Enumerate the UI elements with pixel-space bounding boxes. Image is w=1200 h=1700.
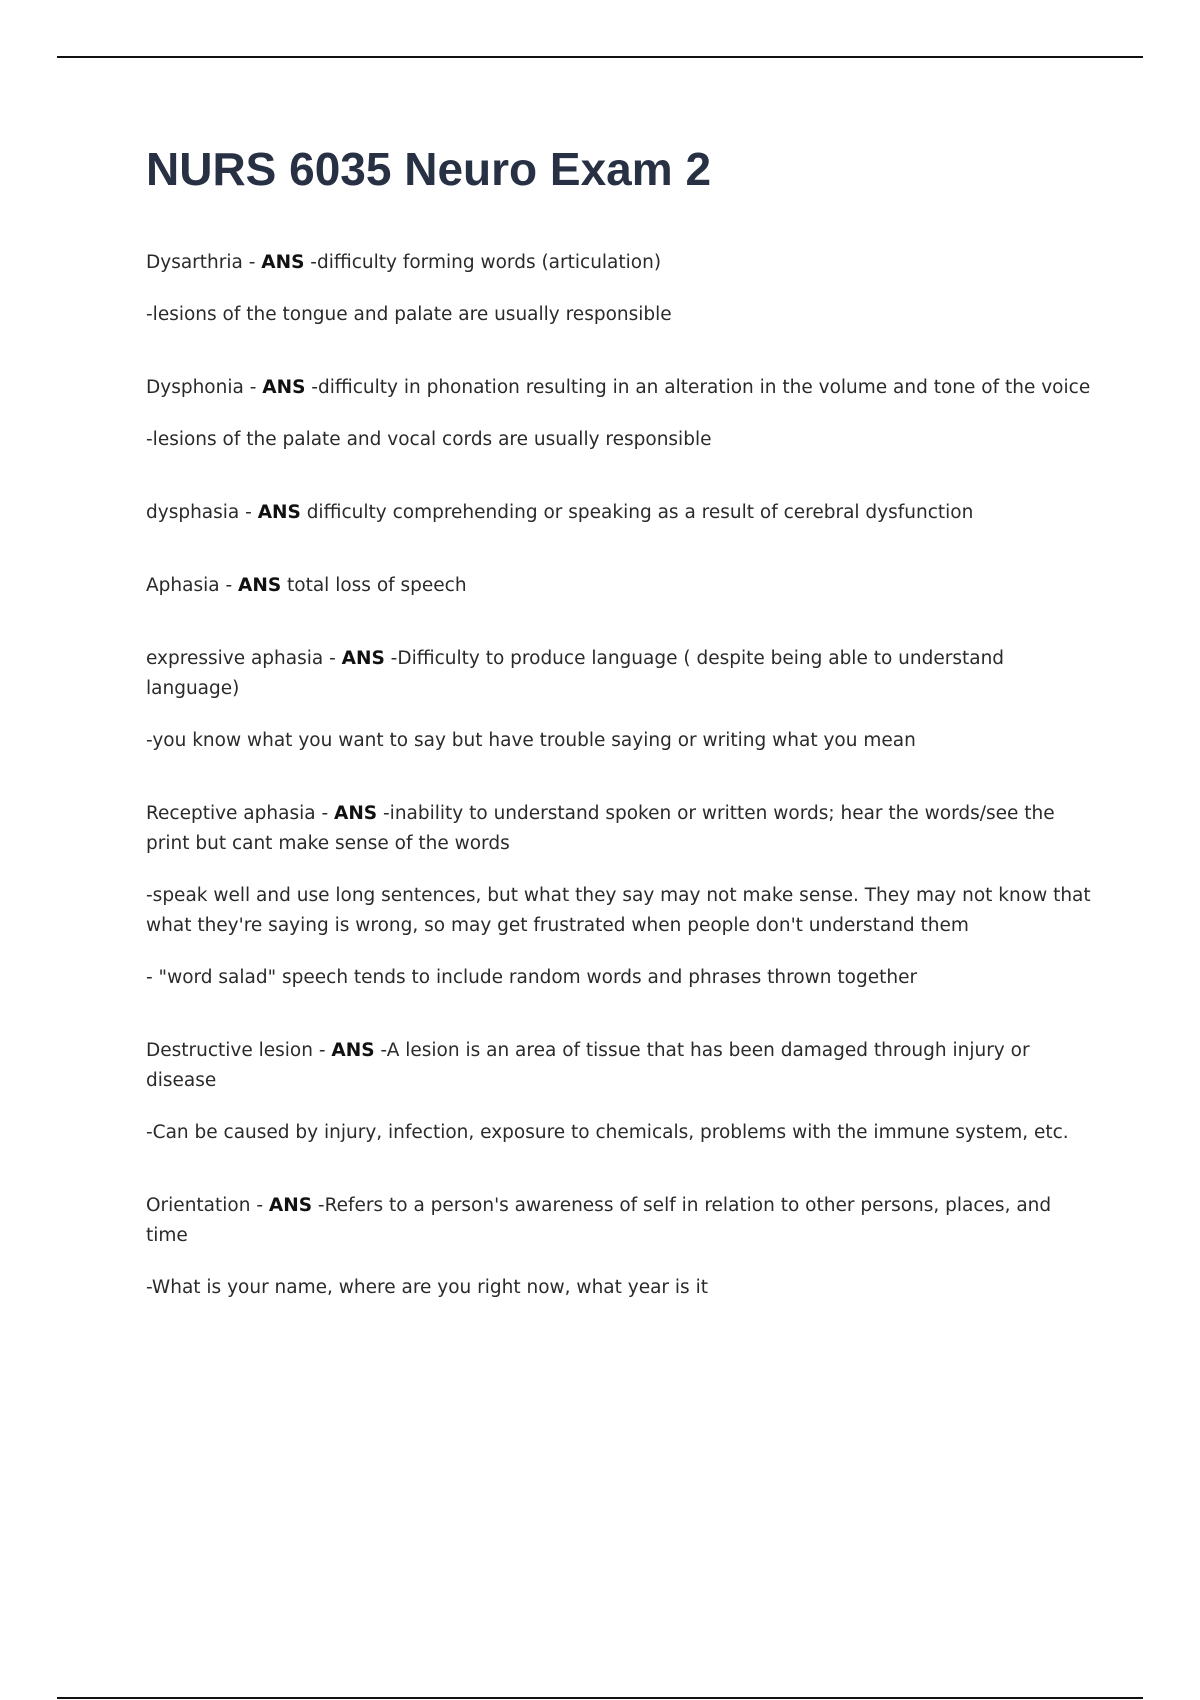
flashcard-entry	[146, 799, 1096, 993]
term-line	[146, 1036, 1096, 1096]
term-separator: -	[239, 502, 258, 523]
term: expressive aphasia	[146, 648, 324, 669]
definition: -difficulty in phonation resulting in an alteration in the volume and tone of the voice	[305, 377, 1091, 398]
term-separator: -	[219, 575, 239, 596]
ans-label: ANS	[334, 803, 378, 824]
term: Aphasia	[146, 575, 220, 596]
definition-line: -lesions of the tongue and palate are usually responsible	[146, 304, 672, 325]
flashcard-entry	[146, 1036, 1096, 1148]
top-divider	[57, 56, 1143, 58]
term-separator: -	[250, 1195, 269, 1216]
term-separator: -	[312, 1040, 332, 1061]
definition-line: -Can be caused by injury, infection, exposure to chemicals, problems with the immune system, etc.	[146, 1122, 1069, 1143]
definition-line: -you know what you want to say but have trouble saying or writing what you mean	[146, 730, 916, 751]
flashcard-entry	[146, 571, 1096, 601]
term: Dysarthria	[146, 252, 243, 273]
definition: -Refers to a person's awareness of self in relation to other persons, places, and time	[146, 1195, 1052, 1246]
ans-label: ANS	[268, 1195, 313, 1216]
definition: -Difficulty to produce language ( despite being able to understand language)	[146, 648, 1005, 699]
term-separator: -	[323, 648, 342, 669]
definition-line: -What is your name, where are you right now, what year is it	[146, 1277, 708, 1298]
ans-label: ANS	[257, 502, 301, 523]
definition: difficulty comprehending or speaking as a result of cerebral dysfunction	[300, 502, 974, 523]
term-line	[146, 248, 1096, 278]
flashcard-entry	[146, 373, 1096, 455]
flashcard-entry	[146, 248, 1096, 330]
term-line	[146, 571, 1096, 601]
definition: -difficulty forming words (articulation)	[304, 252, 662, 273]
definition: total loss of speech	[281, 575, 467, 596]
ans-label: ANS	[238, 575, 282, 596]
flashcard-list	[146, 248, 1096, 1346]
term: Orientation	[146, 1195, 251, 1216]
term: dysphasia	[146, 502, 240, 523]
flashcard-entry	[146, 1191, 1096, 1303]
term-separator: -	[242, 252, 262, 273]
term-line	[146, 1191, 1096, 1251]
term-line	[146, 373, 1096, 403]
page-title: NURS 6035 Neuro Exam 2	[146, 143, 712, 195]
flashcard-entry	[146, 644, 1096, 756]
definition-line: - "word salad" speech tends to include random words and phrases thrown together	[146, 967, 918, 988]
term: Receptive aphasia	[146, 803, 316, 824]
bottom-divider	[57, 1697, 1143, 1699]
flashcard-entry	[146, 498, 1096, 528]
ans-label: ANS	[331, 1040, 375, 1061]
definition-line: -speak well and use long sentences, but what they say may not make sense. They may not know that what they're saying is wrong, so may get frustrated when people don't understand them	[146, 885, 1091, 936]
ans-label: ANS	[261, 252, 305, 273]
term-line	[146, 644, 1096, 704]
term: Destructive lesion	[146, 1040, 313, 1061]
ans-label: ANS	[262, 377, 306, 398]
definition-line: -lesions of the palate and vocal cords are usually responsible	[146, 429, 712, 450]
definition: -inability to understand spoken or written words; hear the words/see the print but cant make sense of the words	[146, 803, 1055, 854]
ans-label: ANS	[341, 648, 385, 669]
term-line	[146, 799, 1096, 859]
term-separator: -	[243, 377, 263, 398]
term: Dysphonia	[146, 377, 244, 398]
term-separator: -	[315, 803, 334, 824]
term-line	[146, 498, 1096, 528]
definition: -A lesion is an area of tissue that has been damaged through injury or disease	[146, 1040, 1030, 1091]
